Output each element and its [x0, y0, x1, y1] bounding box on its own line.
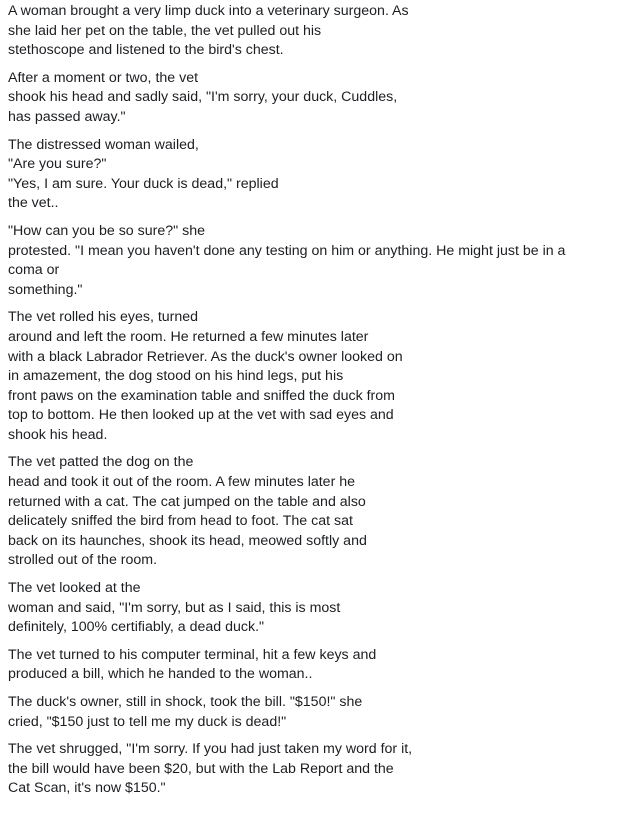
text-line: shook his head and sadly said, "I'm sorry, your duck, Cuddles,	[8, 89, 398, 106]
text-line: "Are you sure?"	[8, 156, 107, 173]
text-line: After a moment or two, the vet	[8, 69, 199, 86]
text-line: A woman brought a very limp duck into a veterinary surgeon. As	[8, 3, 409, 19]
text-line: protested. "I mean you haven't done any testing on him or anything. He might just be in a	[8, 242, 566, 259]
text-line: something."	[8, 281, 83, 298]
post-paragraph	[8, 136, 620, 214]
text-line: top to bottom. He then looked up at the vet with sad eyes and	[8, 407, 394, 424]
text-line: head and took it out of the room. A few minutes later he	[8, 474, 356, 491]
post-paragraph	[8, 740, 620, 799]
text-line: back on its haunches, shook its head, meowed softly and	[8, 532, 367, 549]
text-line: The vet rolled his eyes, turned	[8, 309, 199, 326]
post-paragraph	[8, 579, 620, 638]
text-line: "Yes, I am sure. Your duck is dead," replied	[8, 175, 279, 192]
post-paragraph	[8, 69, 620, 128]
text-line: The vet patted the dog on the	[8, 454, 194, 471]
text-line: Cat Scan, it's now $150."	[8, 780, 166, 797]
text-line: delicately sniffed the bird from head to foot. The cat sat	[8, 513, 353, 530]
post-paragraph	[8, 693, 620, 732]
text-line: returned with a cat. The cat jumped on the table and also	[8, 493, 366, 510]
post-paragraph	[8, 222, 620, 300]
text-line: has passed away."	[8, 108, 126, 125]
post-paragraph	[8, 2, 620, 61]
text-line: "How can you be so sure?" she	[8, 222, 205, 239]
post-paragraph	[8, 646, 620, 685]
text-line: strolled out of the room.	[8, 552, 158, 569]
text-line: definitely, 100% certifiably, a dead duck."	[8, 619, 265, 636]
post-paragraph	[8, 308, 620, 445]
post-paragraph	[8, 453, 620, 571]
text-line: in amazement, the dog stood on his hind legs, put his	[8, 368, 344, 385]
text-line: with a black Labrador Retriever. As the duck's owner looked on	[8, 348, 403, 365]
text-line: The vet turned to his computer terminal, hit a few keys and	[8, 646, 377, 663]
text-line: The vet looked at the	[8, 580, 141, 597]
text-line: The duck's owner, still in shock, took the bill. "$150!" she	[8, 694, 363, 710]
text-line: cried, "$150 just to tell me my duck is dead!"	[8, 713, 287, 730]
text-line: around and left the room. He returned a few minutes later	[8, 328, 369, 345]
text-line: The distressed woman wailed,	[8, 136, 199, 153]
text-line: stethoscope and listened to the bird's chest.	[8, 42, 284, 59]
text-line: produced a bill, which he handed to the woman..	[8, 666, 313, 683]
text-line: front paws on the examination table and sniffed the duck from	[8, 387, 395, 404]
text-line: the bill would have been $20, but with the Lab Report and the	[8, 760, 394, 777]
text-line: woman and said, "I'm sorry, but as I said, this is most	[8, 599, 341, 616]
post-text	[8, 2, 620, 807]
text-line: shook his head.	[8, 426, 108, 443]
text-line: she laid her pet on the table, the vet pulled out his	[8, 22, 322, 39]
text-line: The vet shrugged, "I'm sorry. If you had just taken my word for it,	[8, 741, 413, 758]
text-line: the vet..	[8, 195, 59, 212]
text-line: coma or	[8, 262, 60, 279]
